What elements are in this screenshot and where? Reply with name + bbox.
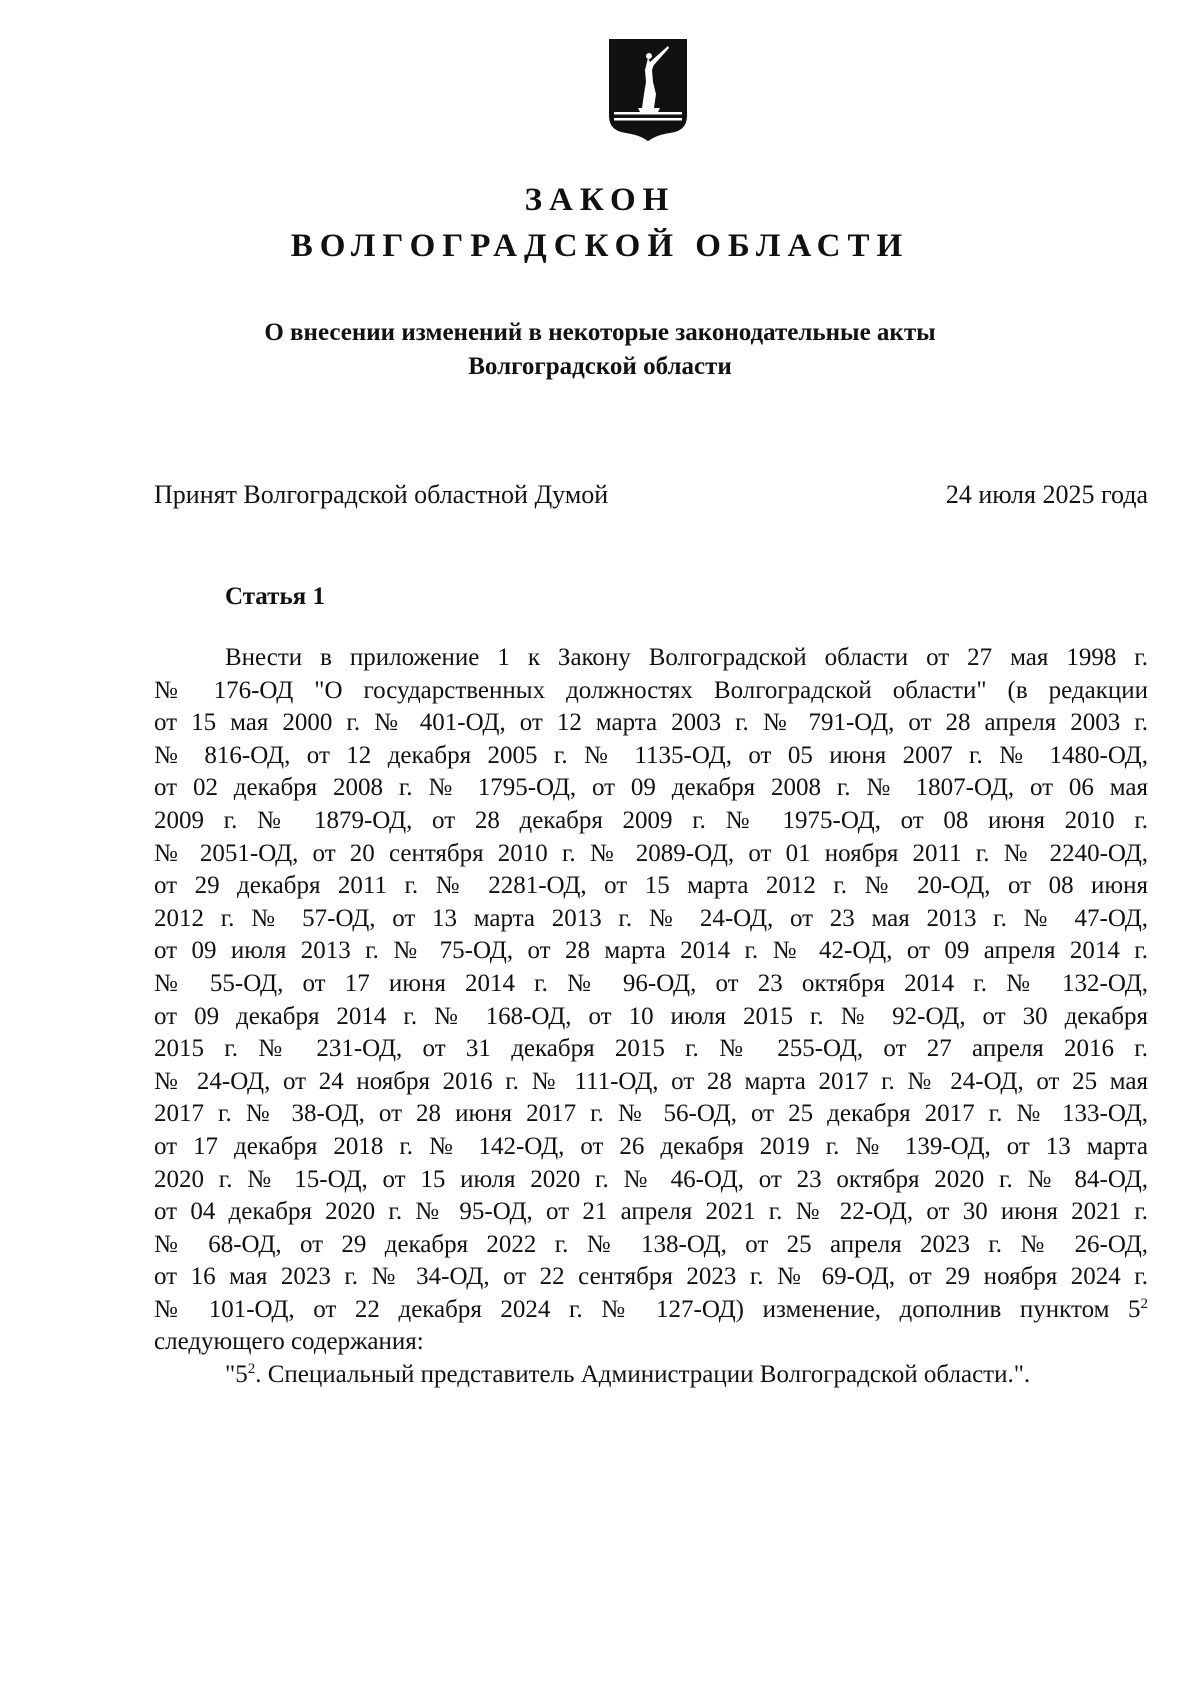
penultimate-text: № 101-ОД, от 22 декабря 2024 г. № 127-ОД) изменение, дополнив пунктом 5 [154, 1295, 1141, 1323]
article-line: 2009 г. № 1879-ОД, от 28 декабря 2009 г. № 1975-ОД, от 08 июня 2010 г. [154, 806, 1148, 834]
article-line-last: следующего содержания: [154, 1328, 424, 1356]
article-line: № 55-ОД, от 17 июня 2014 г. № 96-ОД, от 23 октября 2014 г. № 132-ОД, [154, 969, 1148, 997]
volgograd-coat-of-arms-icon [608, 38, 688, 142]
article-line: № 816-ОД, от 12 декабря 2005 г. № 1135-ОД, от 05 июня 2007 г. № 1480-ОД, [154, 741, 1148, 769]
penultimate-superscript: 2 [1140, 1295, 1148, 1312]
article-line-penultimate [154, 1294, 1148, 1327]
article-line: от 17 декабря 2018 г. № 142-ОД, от 26 декабря 2019 г. № 139-ОД, от 13 марта [154, 1132, 1148, 1160]
law-title: ЗАКОН [524, 182, 676, 218]
adoption-info [154, 478, 1148, 512]
law-subject [0, 316, 1200, 384]
article-line: № 2051-ОД, от 20 сентября 2010 г. № 2089-ОД, от 01 ноября 2011 г. № 2240-ОД, [154, 839, 1148, 867]
article-line: 2015 г. № 231-ОД, от 31 декабря 2015 г. № 255-ОД, от 27 апреля 2016 г. [154, 1035, 1148, 1063]
article-line: от 09 декабря 2014 г. № 168-ОД, от 10 июля 2015 г. № 92-ОД, от 30 декабря [154, 1002, 1148, 1030]
law-subject-line-2: Волгоградской области [468, 353, 732, 380]
article-line: Внести в приложение 1 к Закону Волгоградской области от 27 мая 1998 г. [225, 644, 1148, 671]
quote-superscript: 2 [247, 1361, 256, 1378]
article-heading: Статья 1 [225, 583, 325, 610]
law-subject-line-1: О внесении изменений в некоторые законодательные акты [264, 319, 936, 346]
article-line: от 09 июля 2013 г. № 75-ОД, от 28 марта 2014 г. № 42-ОД, от 09 апреля 2014 г. [154, 937, 1148, 965]
quoted-point [154, 1359, 1148, 1392]
quote-open: "5 [225, 1361, 248, 1389]
article-body [154, 642, 1148, 1392]
article-line: 2012 г. № 57-ОД, от 13 марта 2013 г. № 24-ОД, от 23 мая 2013 г. № 47-ОД, [154, 904, 1148, 932]
region-title: ВОЛГОГРАДСКОЙ ОБЛАСТИ [290, 228, 910, 264]
article-line: № 176-ОД "О государственных должностях Волгоградской области" (в редакции [154, 676, 1148, 704]
adoption-date: 24 июля 2025 года [945, 480, 1148, 509]
article-line: от 02 декабря 2008 г. № 1795-ОД, от 09 декабря 2008 г. № 1807-ОД, от 06 мая [154, 774, 1148, 802]
article-line: № 68-ОД, от 29 декабря 2022 г. № 138-ОД, от 25 апреля 2023 г. № 26-ОД, [154, 1230, 1148, 1258]
article-line: 2020 г. № 15-ОД, от 15 июля 2020 г. № 46-ОД, от 23 октября 2020 г. № 84-ОД, [154, 1165, 1148, 1193]
article-line: от 04 декабря 2020 г. № 95-ОД, от 21 апреля 2021 г. № 22-ОД, от 30 июня 2021 г. [154, 1198, 1148, 1226]
article-line: от 15 мая 2000 г. № 401-ОД, от 12 марта 2003 г. № 791-ОД, от 28 апреля 2003 г. [154, 709, 1148, 737]
article-line: от 29 декабря 2011 г. № 2281-ОД, от 15 марта 2012 г. № 20-ОД, от 08 июня [154, 872, 1148, 900]
article-line: от 16 мая 2023 г. № 34-ОД, от 22 сентября 2023 г. № 69-ОД, от 29 ноября 2024 г. [154, 1263, 1148, 1291]
adopted-by: Принят Волгоградской областной Думой [154, 480, 609, 509]
article-line: № 24-ОД, от 24 ноября 2016 г. № 111-ОД, от 28 марта 2017 г. № 24-ОД, от 25 мая [154, 1067, 1148, 1095]
quote-rest: . Специальный представитель Администрации Волгоградской области.". [255, 1361, 1031, 1389]
article-line: 2017 г. № 38-ОД, от 28 июня 2017 г. № 56-ОД, от 25 декабря 2017 г. № 133-ОД, [154, 1100, 1148, 1128]
